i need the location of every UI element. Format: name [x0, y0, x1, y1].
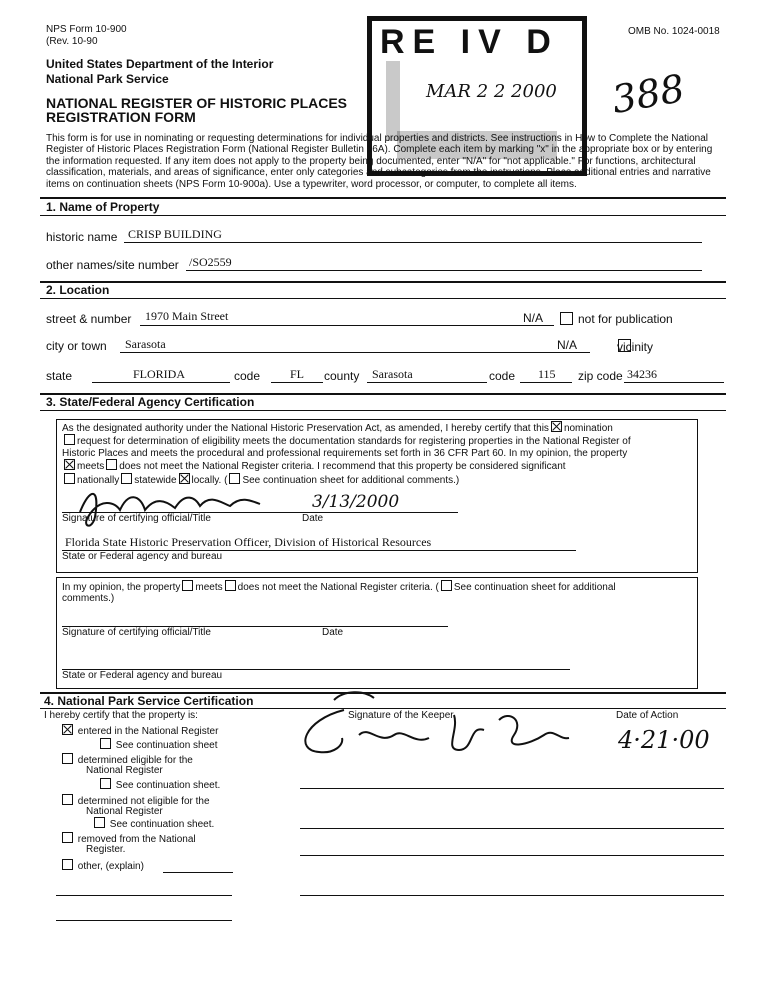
cert-text: Historic Places and meets the procedural and professional requirements set forth in 36 CFR Part 60. In my opinion, the property	[62, 447, 628, 459]
date-label: Date	[322, 627, 344, 638]
section-4-heading: 4. National Park Service Certification	[44, 694, 254, 708]
keeper-line	[300, 855, 724, 856]
department-name: United States Department of the Interior	[46, 57, 274, 71]
cert-text: See continuation sheet for additional comments.)	[242, 474, 460, 486]
intro-line: items on continuation sheets (NPS Form 10-900a). Use a typewriter, word processor, or computer, to complete all items.	[46, 178, 577, 190]
field-underline	[92, 382, 230, 383]
cert-text: nomination	[563, 423, 613, 434]
option-sub	[98, 778, 220, 791]
handwritten-reference-number: 388	[608, 66, 688, 122]
cert-text: meets	[77, 461, 105, 473]
entered-checkbox[interactable]	[62, 724, 73, 735]
opinion-text	[62, 580, 692, 605]
opinion-meets-checkbox[interactable]	[182, 580, 193, 591]
cert-text: As the designated authority under the National Historic Preservation Act, as amended, I hereby certify that this	[62, 423, 549, 434]
option-label: other, (explain)	[77, 861, 144, 872]
option-sub-label: See continuation sheet.	[109, 819, 215, 830]
option-sub-label: See continuation sheet	[115, 740, 218, 751]
cert-text: statewide	[134, 474, 177, 486]
section-divider	[40, 197, 726, 199]
stamp-date: MAR 2 2 2000	[426, 81, 557, 102]
option-sub-label: See continuation sheet.	[115, 780, 221, 791]
state-code-field[interactable]: FL	[290, 367, 305, 381]
city-label: city or town	[46, 339, 107, 353]
keeper-line	[300, 895, 724, 896]
option-sub	[92, 817, 214, 830]
street-field[interactable]: 1970 Main Street	[145, 309, 229, 323]
continuation-checkbox[interactable]	[94, 817, 105, 828]
option-label-2: National Register	[86, 765, 163, 776]
opinion-text: comments.)	[62, 593, 115, 605]
signature-label: Signature of certifying official/Title	[62, 627, 211, 638]
state-code-label: code	[234, 369, 261, 383]
option-removed	[60, 832, 196, 845]
field-underline	[520, 382, 572, 383]
form-revision: (Rev. 10-90	[46, 36, 98, 47]
option-entered	[60, 724, 218, 737]
zip-field[interactable]: 34236	[627, 367, 657, 381]
intro-line: the information requested. If any item does not apply to the property being documented, enter "N/A" for "not applicable." For functions, architectural	[46, 155, 696, 167]
explain-line	[163, 872, 233, 873]
state-label: state	[46, 369, 73, 383]
option-label: entered in the National Register	[77, 726, 219, 737]
opinion-text: meets	[195, 582, 223, 593]
section-divider	[40, 281, 726, 283]
opinion-text: In my opinion, the property	[62, 582, 181, 593]
cert-text: nationally	[77, 474, 120, 486]
cert-text: does not meet the National Register criteria. I recommend that this property be considered significant	[119, 461, 566, 473]
intro-paragraph	[46, 133, 736, 190]
determination-request-checkbox[interactable]	[64, 434, 75, 445]
agency-label: State or Federal agency and bureau	[62, 551, 223, 562]
shpo-signature	[70, 482, 270, 532]
field-underline	[140, 325, 554, 326]
certify-label: I hereby certify that the property is:	[44, 710, 198, 721]
certification-text	[62, 421, 692, 486]
omb-number: OMB No. 1024-0018	[628, 26, 720, 37]
agency-name: National Park Service	[46, 72, 169, 86]
intro-line: This form is for use in nominating or requesting determinations for individual properties and districts. See instructions in How to Complete the National	[46, 133, 708, 144]
opinion-text: See continuation sheet for additional	[453, 582, 616, 593]
option-label: removed from the National	[77, 834, 196, 845]
street-na: N/A	[523, 311, 544, 325]
form-subtitle: REGISTRATION FORM	[46, 109, 196, 125]
keeper-line	[300, 788, 724, 789]
form-title: NATIONAL REGISTER OF HISTORIC PLACES	[46, 95, 348, 111]
explain-line	[56, 920, 232, 921]
field-underline	[367, 382, 487, 383]
shpo-signature-date: 3/13/2000	[312, 492, 400, 512]
option-sub	[98, 738, 218, 751]
section-divider	[40, 298, 726, 299]
stamp-ink-smudge	[386, 61, 400, 141]
opinion-continuation-checkbox[interactable]	[441, 580, 452, 591]
stamp-received-text: RE IV D	[380, 23, 559, 61]
option-label: determined eligible for the	[77, 755, 193, 766]
option-label: determined not eligible for the	[77, 796, 210, 807]
option-label-2: Register.	[86, 844, 126, 855]
historic-name-field[interactable]: CRISP BUILDING	[128, 227, 222, 241]
not-meet-criteria-checkbox[interactable]	[106, 459, 117, 470]
zip-label: zip code	[578, 369, 623, 383]
intro-line: Register of Historic Places Registration Form (National Register Bulletin 16A). Complete each item by marking "x" in the appropriate box or by entering	[46, 144, 713, 156]
nomination-checkbox[interactable]	[551, 421, 562, 432]
not-eligible-checkbox[interactable]	[62, 794, 73, 805]
date-label: Date	[302, 513, 324, 524]
form-number: NPS Form 10-900	[46, 24, 127, 35]
keeper-signature	[284, 690, 584, 770]
continuation-checkbox[interactable]	[100, 738, 111, 749]
field-underline	[624, 382, 724, 383]
county-code-label: code	[489, 369, 516, 383]
street-label: street & number	[46, 312, 132, 326]
field-underline	[120, 352, 590, 353]
city-na: N/A	[557, 338, 578, 352]
opinion-text: does not meet the National Register criteria. (	[237, 582, 439, 593]
intro-line: classification, materials, and areas of significance, enter only categories and subcategories from the instructions. Place additional entries and narrative	[46, 167, 711, 179]
eligible-checkbox[interactable]	[62, 753, 73, 764]
not-for-publication-checkbox[interactable]	[560, 312, 573, 325]
section-1-heading: 1. Name of Property	[46, 200, 160, 214]
not-for-publication-label: not for publication	[578, 312, 673, 326]
removed-checkbox[interactable]	[62, 832, 73, 843]
field-underline	[271, 382, 323, 383]
historic-name-label: historic name	[46, 230, 118, 244]
agency-field[interactable]: Florida State Historic Preservation Officer, Division of Historical Resources	[65, 535, 432, 549]
county-field[interactable]: Sarasota	[372, 367, 413, 381]
keeper-signature-label: Signature of the Keeper	[348, 710, 454, 721]
option-label-2: National Register	[86, 806, 163, 817]
opinion-not-meet-checkbox[interactable]	[225, 580, 236, 591]
meets-criteria-checkbox[interactable]	[64, 459, 75, 470]
option-other	[60, 859, 144, 872]
other-names-field[interactable]: /SO2559	[189, 255, 232, 269]
cert-text: request for determination of eligibility meets the documentation standards for registering properties in the National Register of	[77, 436, 631, 448]
signature-label: Signature of certifying official/Title	[62, 513, 211, 524]
explain-line	[56, 895, 232, 896]
section-divider	[40, 215, 726, 216]
keeper-line	[300, 828, 724, 829]
section-2-heading: 2. Location	[46, 283, 110, 297]
section-divider	[40, 410, 726, 411]
date-of-action-value: 4·21·00	[618, 726, 710, 754]
date-of-action-label: Date of Action	[616, 710, 679, 721]
other-names-label: other names/site number	[46, 258, 179, 272]
field-underline	[186, 270, 702, 271]
continuation-checkbox[interactable]	[100, 778, 111, 789]
vicinity-label: vicinity	[617, 340, 654, 354]
section-3-heading: 3. State/Federal Agency Certification	[46, 395, 255, 409]
field-underline	[124, 242, 702, 243]
state-field[interactable]: FLORIDA	[133, 367, 186, 381]
city-field[interactable]: Sarasota	[125, 337, 166, 351]
county-label: county	[324, 369, 360, 383]
agency-label: State or Federal agency and bureau	[62, 670, 223, 681]
county-code-field[interactable]: 115	[538, 367, 556, 381]
other-checkbox[interactable]	[62, 859, 73, 870]
cert-text: locally. (	[191, 474, 228, 486]
